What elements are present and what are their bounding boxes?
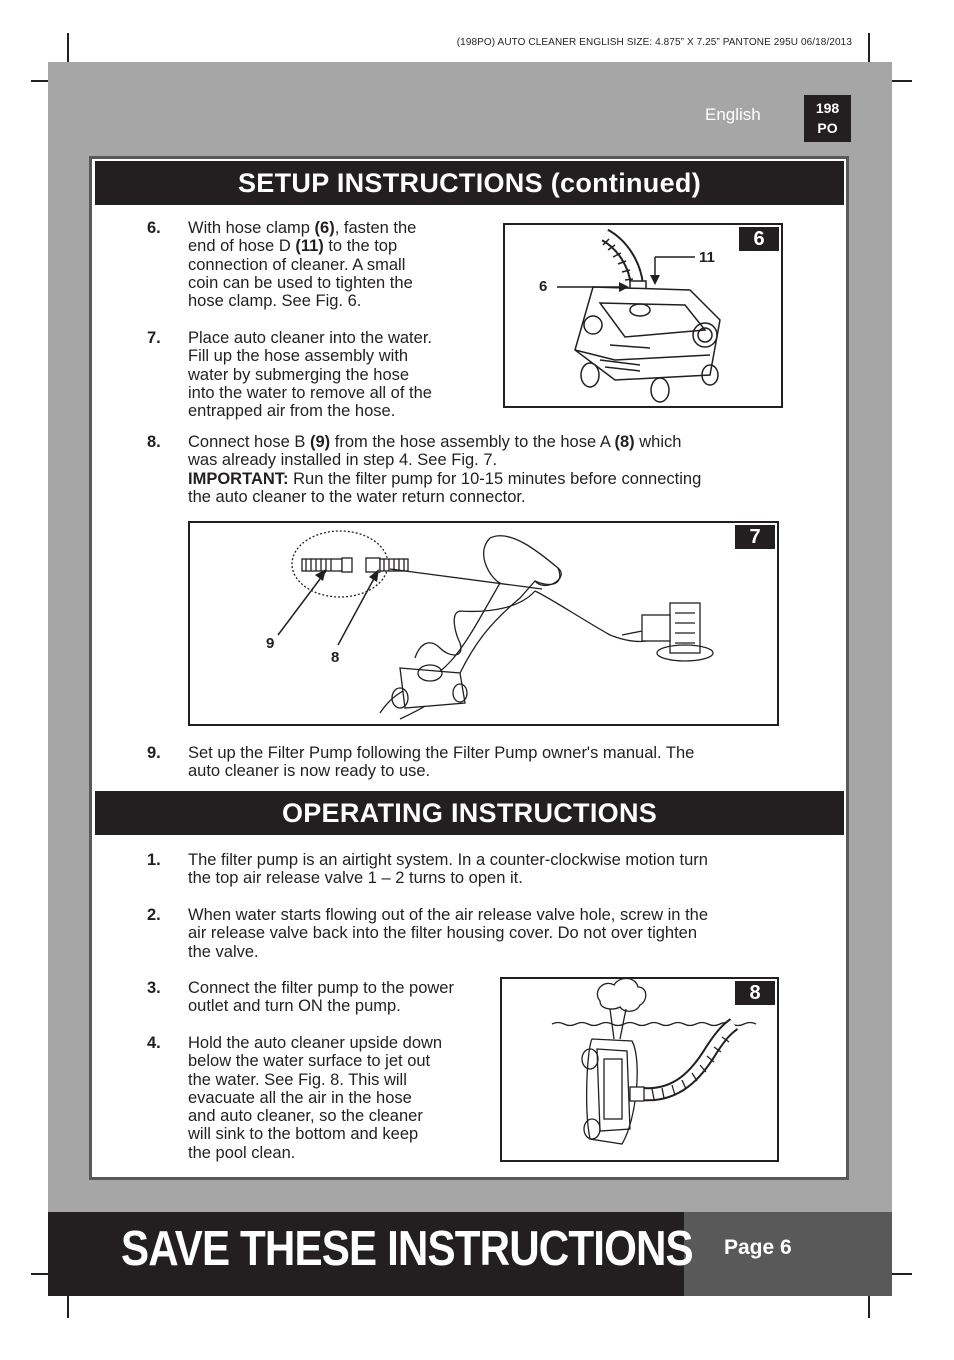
step-text [188, 979, 454, 1016]
text-line: auto cleaner is now ready to use. [188, 762, 431, 781]
step-text [188, 433, 701, 506]
text-line: was already installed in step 4. See Fig. 7. [188, 451, 498, 470]
label-hose-b: 9 [266, 635, 275, 652]
crop-mark [868, 33, 870, 63]
step-number: 4. [147, 1034, 161, 1052]
figure-6-badge: 6 [739, 227, 779, 251]
step-text [188, 906, 708, 961]
text-line: into the water to remove all of the [188, 383, 432, 402]
step-text [188, 219, 416, 310]
text-line: Connect hose B (9) from the hose assembly to the hose A (8) which [188, 433, 682, 451]
model-code-line1: 198 [815, 100, 840, 116]
step-number: 1. [147, 851, 161, 869]
crop-mark [892, 80, 912, 82]
text-line: outlet and turn ON the pump. [188, 997, 401, 1016]
text-line: the auto cleaner to the water return connector. [188, 487, 526, 506]
pool-hose-illustration [190, 523, 781, 728]
crop-mark [868, 1296, 870, 1318]
setup-header: SETUP INSTRUCTIONS (continued) [95, 161, 844, 205]
text-line: the water. See Fig. 8. This will [188, 1070, 407, 1089]
step-text [188, 851, 708, 888]
text-line: Fill up the hose assembly with [188, 347, 409, 366]
figure-6 [503, 223, 783, 408]
text-line: hose clamp. See Fig. 6. [188, 292, 362, 311]
figure-7 [188, 521, 779, 726]
figure-7-badge: 7 [735, 525, 775, 549]
label-hose-d: 11 [699, 249, 715, 266]
text-line: Hold the auto cleaner upside down [188, 1034, 443, 1052]
text-line: end of hose D (11) to the top [188, 237, 398, 256]
language-label: English [705, 105, 761, 124]
step-number: 8. [147, 433, 161, 451]
step-number: 7. [147, 329, 161, 347]
crop-mark [67, 33, 69, 63]
step-number: 3. [147, 979, 161, 997]
cleaner-hose-illustration [505, 225, 785, 410]
step-number: 9. [147, 744, 161, 762]
text-line: and auto cleaner, so the cleaner [188, 1107, 423, 1126]
text-line: coin can be used to tighten the [188, 273, 413, 292]
text-line: The filter pump is an airtight system. In a counter-clockwise motion turn [188, 851, 708, 869]
print-spec-line: (198PO) AUTO CLEANER ENGLISH SIZE: 4.875” X 7.25” PANTONE 295U 06/18/2013 [456, 37, 852, 48]
label-hose-clamp: 6 [539, 278, 548, 295]
step-number: 2. [147, 906, 161, 924]
crop-mark [67, 1296, 69, 1318]
text-line: Place auto cleaner into the water. [188, 329, 432, 347]
page-number: Page 6 [724, 1236, 792, 1259]
text-line: the valve. [188, 942, 259, 961]
cleaner-underwater-illustration [502, 979, 781, 1164]
text-line: the pool clean. [188, 1143, 296, 1162]
figure-8 [500, 977, 779, 1162]
crop-mark [31, 80, 49, 82]
crop-mark [892, 1273, 912, 1275]
text-line: will sink to the bottom and keep [188, 1125, 419, 1144]
label-hose-a: 8 [331, 649, 340, 666]
figure-8-badge: 8 [735, 981, 775, 1005]
text-line: entrapped air from the hose. [188, 402, 396, 421]
text-line: the top air release valve 1 – 2 turns to open it. [188, 869, 523, 888]
step-text [188, 744, 694, 781]
text-line: below the water surface to jet out [188, 1052, 431, 1071]
text-line: With hose clamp (6), fasten the [188, 219, 417, 237]
text-line: connection of cleaner. A small [188, 255, 406, 274]
text-line: Set up the Filter Pump following the Filter Pump owner's manual. The [188, 744, 695, 762]
crop-mark [31, 1273, 49, 1275]
save-instructions-title: SAVE THESE INSTRUCTIONS [121, 1222, 693, 1276]
step-text [188, 1034, 442, 1162]
text-line: Connect the filter pump to the power [188, 979, 454, 997]
text-line: air release valve back into the filter housing cover. Do not over tighten [188, 924, 698, 943]
text-line: IMPORTANT: Run the filter pump for 10-15 minutes before connecting [188, 469, 702, 488]
text-line: When water starts flowing out of the air release valve hole, screw in the [188, 906, 708, 924]
step-text [188, 329, 432, 420]
text-line: evacuate all the air in the hose [188, 1088, 412, 1107]
text-line: water by submerging the hose [188, 365, 410, 384]
model-code-line2: PO [817, 120, 838, 136]
step-number: 6. [147, 219, 161, 237]
model-code-badge [804, 95, 851, 142]
operating-header: OPERATING INSTRUCTIONS [95, 791, 844, 835]
